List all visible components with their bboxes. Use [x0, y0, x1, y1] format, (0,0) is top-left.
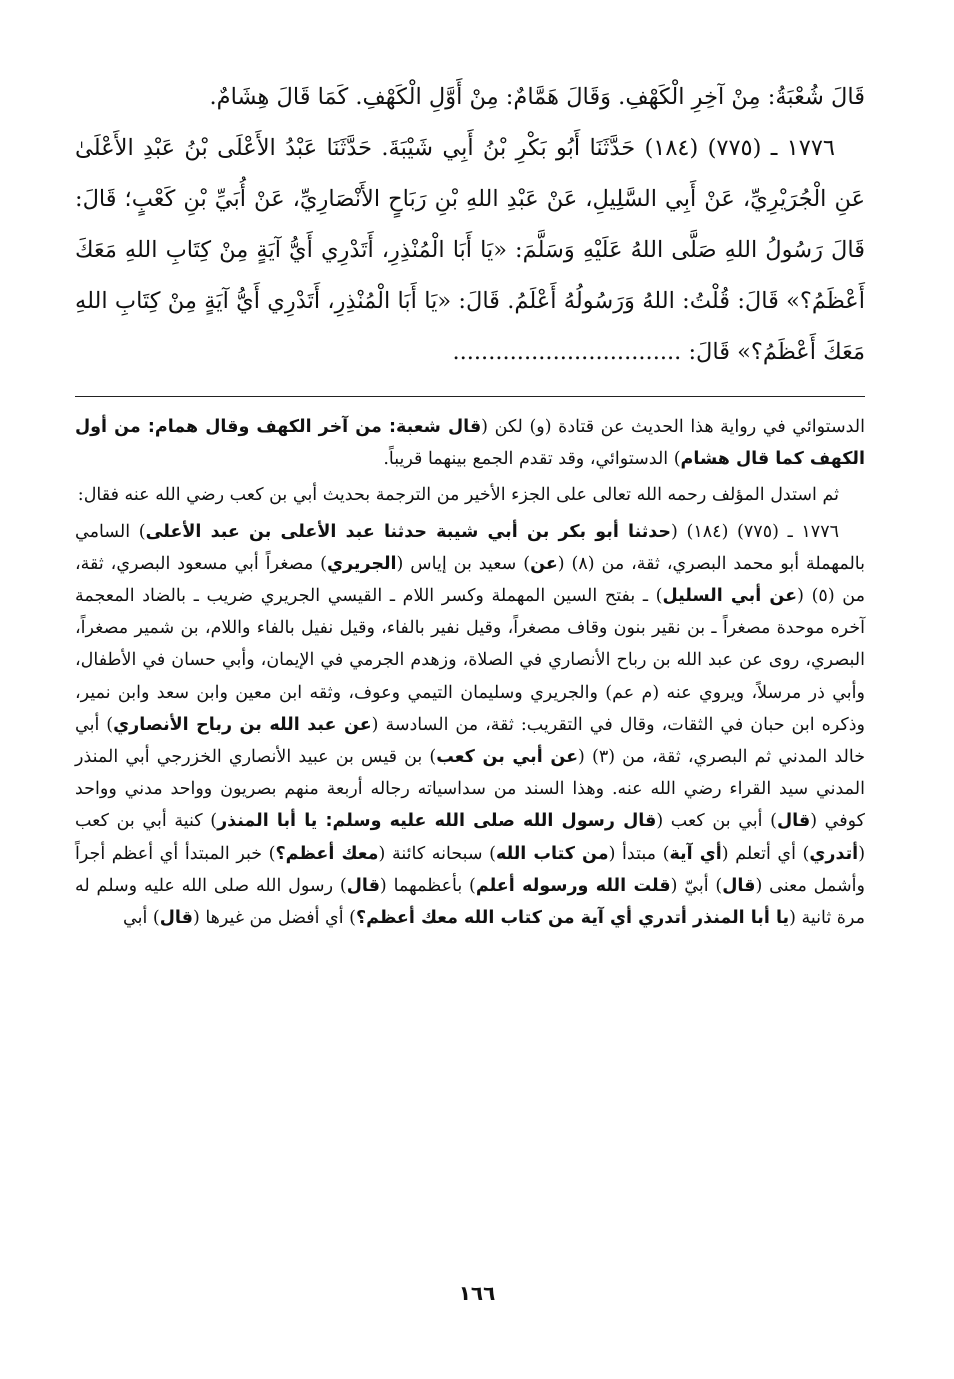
- commentary-text-segment: ) أبي بن كعب (: [656, 811, 777, 832]
- commentary-quote-segment: عن: [530, 553, 558, 574]
- commentary-text-segment: ) الدستوائي، وقد تقدم الجمع بينهما قريباً.: [383, 449, 681, 470]
- footnote-separator: [75, 396, 865, 397]
- commentary-paragraph-3: [75, 516, 865, 935]
- commentary-text-segment: ) سعيد بن إياس (: [396, 553, 531, 574]
- commentary-text-segment: ) كنية أبي بن كعب (: [75, 811, 866, 864]
- commentary-quote-segment: أتدري: [809, 843, 859, 864]
- commentary-section: [75, 411, 865, 934]
- commentary-quote-segment: من كتاب الله: [495, 843, 609, 864]
- matn-line-1: قَالَ شُعْبَةُ: مِنْ آخِرِ الْكَهْفِ. وَقَالَ هَمَّامٌ: مِنْ أَوَّلِ الْكَهْفِ. كَمَا قَالَ هِشَامٌ.: [209, 84, 865, 110]
- commentary-text-segment: ) سبحانه كائنة (: [378, 843, 496, 864]
- commentary-quote-segment: قال: [722, 875, 756, 896]
- commentary-text-segment: ) أي أتعلم (: [721, 843, 810, 864]
- commentary-text-segment: ) بأعظمهما (: [379, 875, 476, 896]
- matn-section: [75, 72, 865, 378]
- matn-hadith: [75, 123, 865, 378]
- matn-ellipsis: ................................: [452, 339, 682, 365]
- commentary-text-segment: ) مبتدأ (: [608, 843, 670, 864]
- commentary-quote-segment: قلت الله ورسوله أعلم: [475, 875, 671, 896]
- commentary-quote-segment: قال: [346, 875, 380, 896]
- commentary-text-segment: ) ـ بفتح السين المهملة وكسر اللام ـ القيسي الجريري ضريب ـ بالضاد المعجمة آخره موحدة مصغراً ـ بن نقير بنون وقاف مصغراً، وقيل نفير بالفاء، وقيل نفيل بالفاء واللام، بن شمير مصغراً، البصري، روى عن عبد الله بن رباح الأنصاري في الصلاة، وزهدم الجرمي في الإيمان، وأبي حسان في الأطفال، وأبي ذر مرسلاً، ويروي عنه (م عم) والجريري وسليمان التيمي وعوف، وثقه ابن معين وابن سعد وابن نمير، وذكره ابن حبان في الثقات، وقال في التقريب: ثقة، من السادسة (: [75, 586, 865, 735]
- commentary-quote-segment: أي آية: [669, 843, 722, 864]
- commentary-quote-segment: الجريري: [326, 553, 397, 574]
- page-number: ١٦٦: [458, 1281, 496, 1305]
- commentary-quote-segment: قال: [159, 908, 193, 929]
- commentary-text-segment: الدستوائي في رواية هذا الحديث عن قتادة (و) لكن (: [481, 417, 865, 437]
- commentary-quote-segment: عن عبد الله بن رباح الأنصاري: [113, 714, 372, 735]
- commentary-quote-segment: عن أبي بن كعب: [436, 747, 579, 768]
- commentary-quote-segment: معك أعظم؟: [275, 843, 379, 864]
- commentary-quote-segment: قال شعبة: من آخر الكهف وقال همام: من أول الكهف كما قال هشام: [75, 417, 865, 470]
- commentary-quote-segment: قال: [777, 811, 811, 832]
- commentary-text-segment: ) أبي: [123, 908, 160, 929]
- commentary-text-segment: ١٧٧٦ ـ (٧٧٥) (١٨٤) (: [671, 521, 839, 542]
- commentary-text-segment: ) أبيّ (: [670, 875, 723, 896]
- commentary-text-segment: ) أبي خالد المدني ثم البصري، ثقة، من (٣) (: [75, 714, 866, 768]
- commentary-text-segment: ثم استدل المؤلف رحمه الله تعالى على الجزء الأخير من الترجمة بحديث أبي بن كعب رضي الله عنه فقال:: [77, 485, 839, 506]
- commentary-text-segment: ) بن قيس بن عبيد الأنصاري الخزرجي أبي المنذر المدني سيد القراء رضي الله عنه. وهذا السند من سداسياته رجاله أربعة منهم بصريون وواحد مدني وواحد كوفي (: [75, 747, 866, 832]
- commentary-paragraph-1: [75, 411, 865, 475]
- commentary-text-segment: ) رسول الله صلى الله عليه وسلم له مرة ثانية (: [75, 875, 865, 929]
- commentary-paragraph-2: [75, 479, 865, 511]
- commentary-quote-segment: عن أبي السليل: [662, 586, 798, 607]
- commentary-quote-segment: حدثنا أبو بكر بن أبي شيبة حدثنا عبد الأعلى بن عبد الأعلى: [145, 521, 672, 542]
- commentary-text-segment: ) السامي بالمهملة أبو محمد البصري، ثقة، من (٨) (: [75, 521, 866, 574]
- matn-hadith-text: ١٧٧٦ ـ (٧٧٥) (١٨٤) حَدَّثَنَا أَبُو بَكْرِ بْنُ أَبِي شَيْبَةَ. حَدَّثَنَا عَبْدُ الأَعْلَى بْنُ عَبْدِ الأَعْلَىٰ عَنِ الْجُرَيْرِيِّ، عَنْ أَبِي السَّلِيلِ، عَنْ عَبْدِ اللهِ بْنِ رَبَاحٍ الأَنْصَارِيِّ، عَنْ أُبَيِّ بْنِ كَعْبٍ؛ قَالَ: قَالَ رَسُولُ اللهِ صَلَّى اللهُ عَلَيْهِ وَسَلَّمَ: «يَا أَبَا الْمُنْذِرِ، أَتَدْرِي أَيُّ آيَةٍ مِنْ كِتَابِ اللهِ مَعَكَ أَعْظَمُ؟» قَالَ: قُلْتُ: اللهُ وَرَسُولُهُ أَعْلَمُ. قَالَ: «يَا أَبَا الْمُنْذِرِ، أَتَدْرِي أَيُّ آيَةٍ مِنْ كِتَابِ اللهِ مَعَكَ أَعْظَمُ؟» قَالَ:: [75, 135, 865, 365]
- commentary-text-segment: ) خبر المبتدأ أي أعظم أجراً وأشمل معنى (: [75, 843, 865, 896]
- commentary-quote-segment: يا أبا المنذر أتدري أي آية من كتاب الله معك أعظم؟: [355, 908, 790, 929]
- commentary-text-segment: ) أي أفضل من غيرها (: [192, 908, 356, 929]
- commentary-quote-segment: قال رسول الله صلى الله عليه وسلم: يا أبا المنذر: [217, 811, 657, 832]
- commentary-text-segment: ) مصغراً أبي مسعود البصري، ثقة، من (٥) (: [75, 553, 866, 607]
- page-body: [75, 72, 865, 938]
